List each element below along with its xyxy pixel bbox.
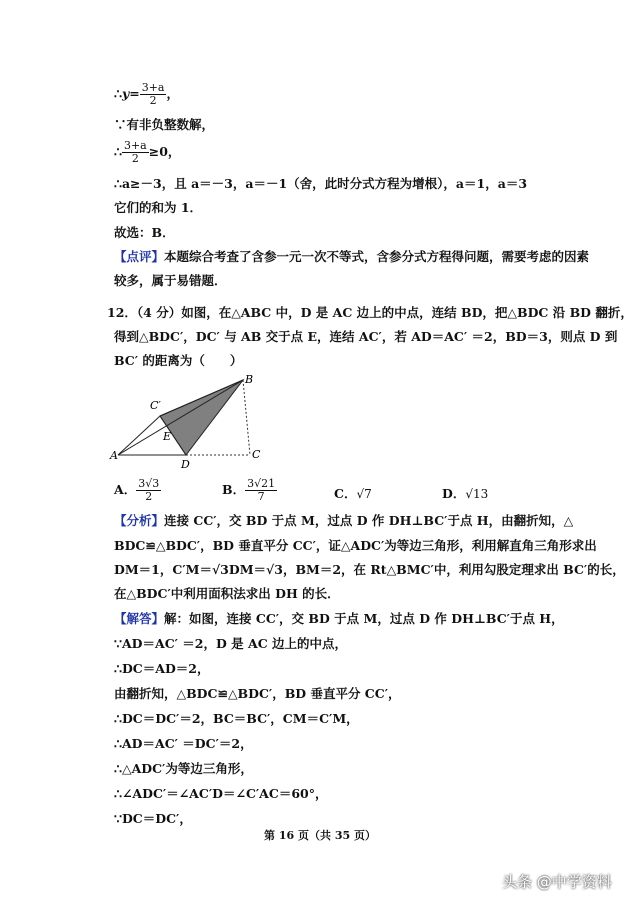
- label-a: A: [110, 449, 118, 462]
- question-12-line-3: BC′ 的距离为（ ）: [114, 353, 243, 368]
- page-footer: 第 16 页（共 35 页）: [264, 829, 376, 842]
- line-choose: 故选：B．: [114, 225, 175, 240]
- line-a-values: ∴a≥－3，且 a＝－3，a＝－1（舍，此时分式方程为增根），a＝1，a＝3: [114, 176, 528, 191]
- answer-line-8: ∴∠ADC′＝∠AC′D＝∠C′AC＝60°，: [114, 786, 328, 801]
- answer-line-7: ∴△ADC′为等边三角形，: [114, 761, 253, 776]
- comment-line: 【点评】本题综合考查了含参一元一次不等式，含参分式方程得问题，需要考虑的因素: [114, 249, 590, 264]
- shaded-triangle: [160, 380, 243, 455]
- answer-tag: 【解答】: [114, 611, 165, 626]
- analysis-line-3: DM＝1，C′M＝√3DM＝√3，BM＝2，在 Rt△BMC′中，利用勾股定理求出 BC′的长，: [114, 562, 625, 577]
- answer-line-9: ∵DC＝DC′，: [114, 811, 192, 826]
- fraction: $\frac{3+a}{2}$: [123, 139, 147, 165]
- option-c[interactable]: C．√7: [334, 486, 372, 501]
- analysis-line-2: BDC≌△BDC′，BD 垂直平分 CC′，证△ADC′为等边三角形，利用解直角三角形求出: [114, 538, 597, 553]
- geometry-figure: [108, 372, 278, 472]
- line-sum: 它们的和为 1．: [114, 200, 203, 215]
- label-e: E: [163, 430, 172, 443]
- line-y-equation: ∴y= $\frac{3+a}{2}$ ，: [114, 81, 179, 107]
- segment-ac-prime: [118, 416, 160, 455]
- label-c-prime: C′: [150, 399, 161, 412]
- answer-line-4: 由翻折知，△BDC≌△BDC′，BD 垂直平分 CC′，: [114, 686, 401, 701]
- analysis-line-4: 在△BDC′中利用面积法求出 DH 的长．: [114, 586, 340, 601]
- question-12-line-1: 12．（4 分）如图，在△ABC 中，D 是 AC 边上的中点，连结 BD，把△BDC 沿 BD 翻折，: [107, 305, 633, 320]
- label-c: C: [252, 448, 261, 461]
- comment-line-2: 较多，属于易错题．: [114, 273, 227, 288]
- answer-line-3: ∴DC＝AD＝2，: [114, 661, 210, 676]
- fraction: $\frac{3+a}{2}$: [141, 81, 165, 107]
- comment-tag: 【点评】: [114, 249, 165, 264]
- answer-line-1: 【解答】解：如图，连接 CC′，交 BD 于点 M，过点 D 作 DH⊥BC′于点 H，: [114, 611, 564, 626]
- label-b: B: [245, 373, 254, 386]
- watermark: 头条 @中学资料: [502, 873, 612, 891]
- question-12-line-2: 得到△BDC′，DC′ 与 AB 交于点 E，连结 AC′，若 AD＝AC′ ＝2，BD＝3，则点 D 到: [114, 329, 618, 344]
- line-inequality: ∴ $\frac{3+a}{2}$ ≥0，: [114, 139, 181, 165]
- analysis-tag: 【分析】: [114, 513, 165, 528]
- option-a[interactable]: A． $\frac{3√3}{2}$: [114, 477, 160, 503]
- option-b[interactable]: B． $\frac{3√21}{7}$: [222, 477, 276, 503]
- label-d: D: [181, 458, 190, 471]
- answer-line-2: ∵AD＝AC′ ＝2，D 是 AC 边上的中点，: [114, 636, 348, 651]
- analysis-line-1: 【分析】连接 CC′，交 BD 于点 M，过点 D 作 DH⊥BC′于点 H，由翻折知，△: [114, 513, 574, 528]
- segment-bc: [243, 380, 250, 455]
- answer-line-6: ∴AD＝AC′ ＝DC′＝2，: [114, 736, 253, 751]
- line-nonneg: ∵有非负整数解，: [114, 117, 215, 132]
- option-d[interactable]: D．√13: [442, 486, 489, 501]
- answer-line-5: ∴DC＝DC′＝2，BC＝BC′，CM＝C′M，: [114, 711, 359, 726]
